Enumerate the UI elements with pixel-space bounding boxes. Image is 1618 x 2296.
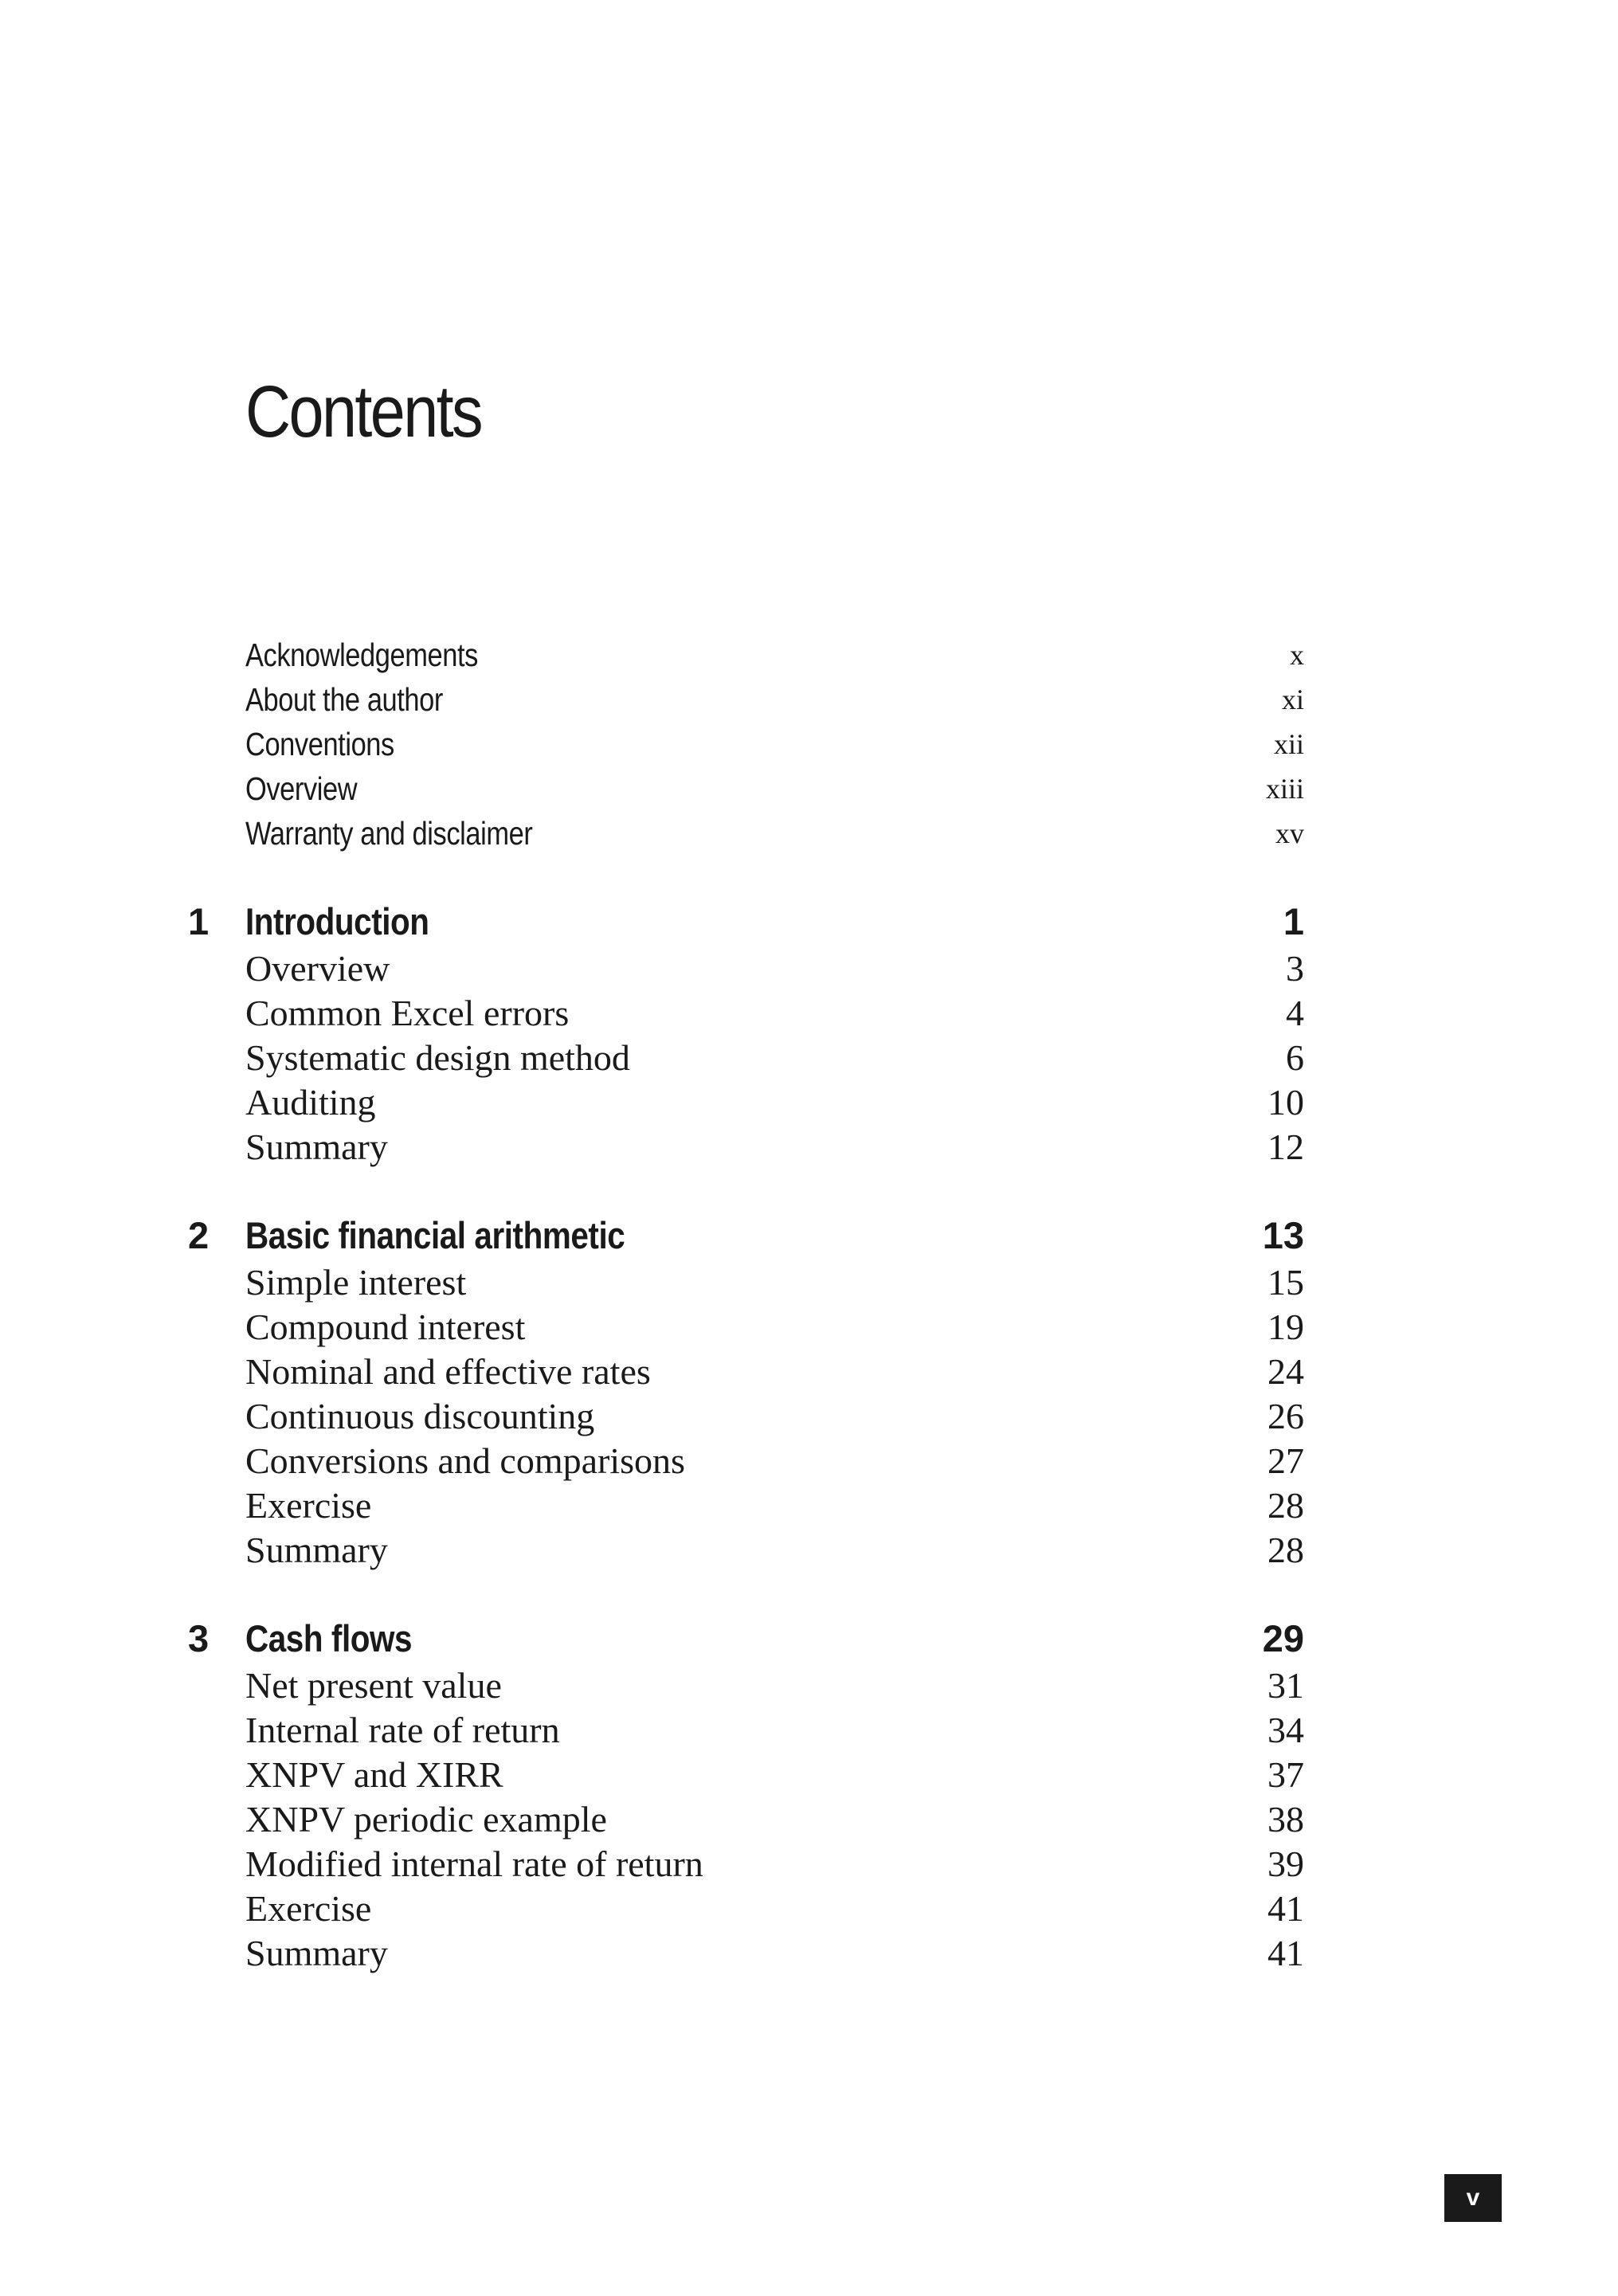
- toc-section-entry[interactable]: [245, 1304, 1304, 1350]
- section-page: 3: [1286, 948, 1304, 989]
- toc-entry-label: Warranty and disclaimer: [245, 815, 533, 852]
- chapter-title: Introduction: [245, 900, 429, 942]
- toc-entry-label: Acknowledgements: [245, 637, 478, 673]
- section-title: Nominal and effective rates: [245, 1351, 651, 1392]
- section-page: 10: [1267, 1082, 1304, 1123]
- section-page: 41: [1267, 1933, 1304, 1973]
- section-title: Modified internal rate of return: [245, 1843, 703, 1884]
- toc-section-entry[interactable]: [245, 1483, 1304, 1529]
- toc-front-matter-entry[interactable]: [245, 811, 1304, 856]
- chapter-title: Basic financial arithmetic: [245, 1214, 625, 1256]
- section-title: Summary: [245, 1530, 388, 1570]
- toc-chapter-heading[interactable]: [188, 1211, 1304, 1260]
- section-title: Overview: [245, 948, 390, 989]
- chapter-page: 13: [1262, 1214, 1304, 1256]
- section-title: Conversions and comparisons: [245, 1440, 685, 1481]
- chapter-title: Cash flows: [245, 1617, 413, 1659]
- toc-section-entry[interactable]: [245, 1886, 1304, 1932]
- toc-entry-label: Overview: [245, 770, 358, 807]
- section-page: 31: [1267, 1665, 1304, 1706]
- chapter-number: 2: [188, 1214, 210, 1256]
- toc-section-entry[interactable]: [245, 1035, 1304, 1081]
- section-page: 27: [1267, 1440, 1304, 1481]
- section-page: 4: [1286, 993, 1304, 1033]
- section-page: 12: [1267, 1126, 1304, 1167]
- toc-section-entry[interactable]: [245, 1079, 1304, 1126]
- section-title: Continuous discounting: [245, 1396, 595, 1436]
- section-page: 34: [1267, 1710, 1304, 1750]
- toc-front-matter-entry[interactable]: [245, 677, 1304, 722]
- toc-entry-page: xiii: [1265, 773, 1304, 805]
- section-title: Exercise: [245, 1888, 372, 1929]
- section-title: Auditing: [245, 1082, 376, 1123]
- section-title: Internal rate of return: [245, 1710, 560, 1750]
- section-title: Summary: [245, 1126, 388, 1167]
- toc-section-entry[interactable]: [245, 1393, 1304, 1440]
- chapter-number: 1: [188, 900, 210, 942]
- toc-section-entry[interactable]: [245, 1438, 1304, 1484]
- section-page: 15: [1267, 1262, 1304, 1303]
- toc-section-entry[interactable]: [245, 1124, 1304, 1170]
- section-title: Simple interest: [245, 1262, 467, 1303]
- toc-section-entry[interactable]: [245, 1752, 1304, 1798]
- toc-section-entry[interactable]: [245, 1260, 1304, 1306]
- toc-section-entry[interactable]: [245, 1349, 1304, 1395]
- section-page: 28: [1267, 1485, 1304, 1526]
- toc-entry-page: xii: [1273, 728, 1304, 760]
- toc-section-entry[interactable]: [245, 1796, 1304, 1843]
- toc-entry-page: xi: [1281, 684, 1304, 715]
- section-page: 6: [1286, 1037, 1304, 1078]
- toc-entry-label: Conventions: [245, 726, 394, 762]
- section-page: 19: [1267, 1307, 1304, 1347]
- page-number-tab: v: [1444, 2174, 1502, 2222]
- section-page: 24: [1267, 1351, 1304, 1392]
- toc-entry-page: x: [1290, 639, 1304, 671]
- toc-chapter-heading[interactable]: [188, 1614, 1304, 1663]
- chapter-number: 3: [188, 1617, 210, 1659]
- section-page: 28: [1267, 1530, 1304, 1570]
- section-title: Summary: [245, 1933, 388, 1973]
- toc-section-entry[interactable]: [245, 990, 1304, 1036]
- toc-section-entry[interactable]: [245, 1527, 1304, 1573]
- section-title: Common Excel errors: [245, 993, 570, 1033]
- toc-entry-page: xv: [1275, 817, 1304, 849]
- section-title: Exercise: [245, 1485, 372, 1526]
- toc-section-entry[interactable]: [245, 1930, 1304, 1977]
- section-title: XNPV periodic example: [245, 1799, 607, 1840]
- toc-entry-label: About the author: [245, 681, 443, 718]
- section-page: 38: [1267, 1799, 1304, 1840]
- chapter-page: 1: [1283, 900, 1304, 942]
- toc-section-entry[interactable]: [245, 1841, 1304, 1887]
- toc-front-matter-entry[interactable]: [245, 633, 1304, 677]
- section-title: Systematic design method: [245, 1037, 630, 1078]
- toc-chapter-heading[interactable]: [188, 897, 1304, 946]
- section-title: XNPV and XIRR: [245, 1754, 503, 1795]
- toc-front-matter-entry[interactable]: [245, 766, 1304, 811]
- section-page: 41: [1267, 1888, 1304, 1929]
- toc-section-entry[interactable]: [245, 946, 1304, 992]
- section-title: Net present value: [245, 1665, 502, 1706]
- section-page: 39: [1267, 1843, 1304, 1884]
- toc-section-entry[interactable]: [245, 1663, 1304, 1709]
- toc-section-entry[interactable]: [245, 1707, 1304, 1753]
- section-page: 37: [1267, 1754, 1304, 1795]
- page-title: Contents: [245, 371, 482, 453]
- toc-front-matter-entry[interactable]: [245, 722, 1304, 766]
- section-title: Compound interest: [245, 1307, 526, 1347]
- section-page: 26: [1267, 1396, 1304, 1436]
- chapter-page: 29: [1262, 1617, 1304, 1659]
